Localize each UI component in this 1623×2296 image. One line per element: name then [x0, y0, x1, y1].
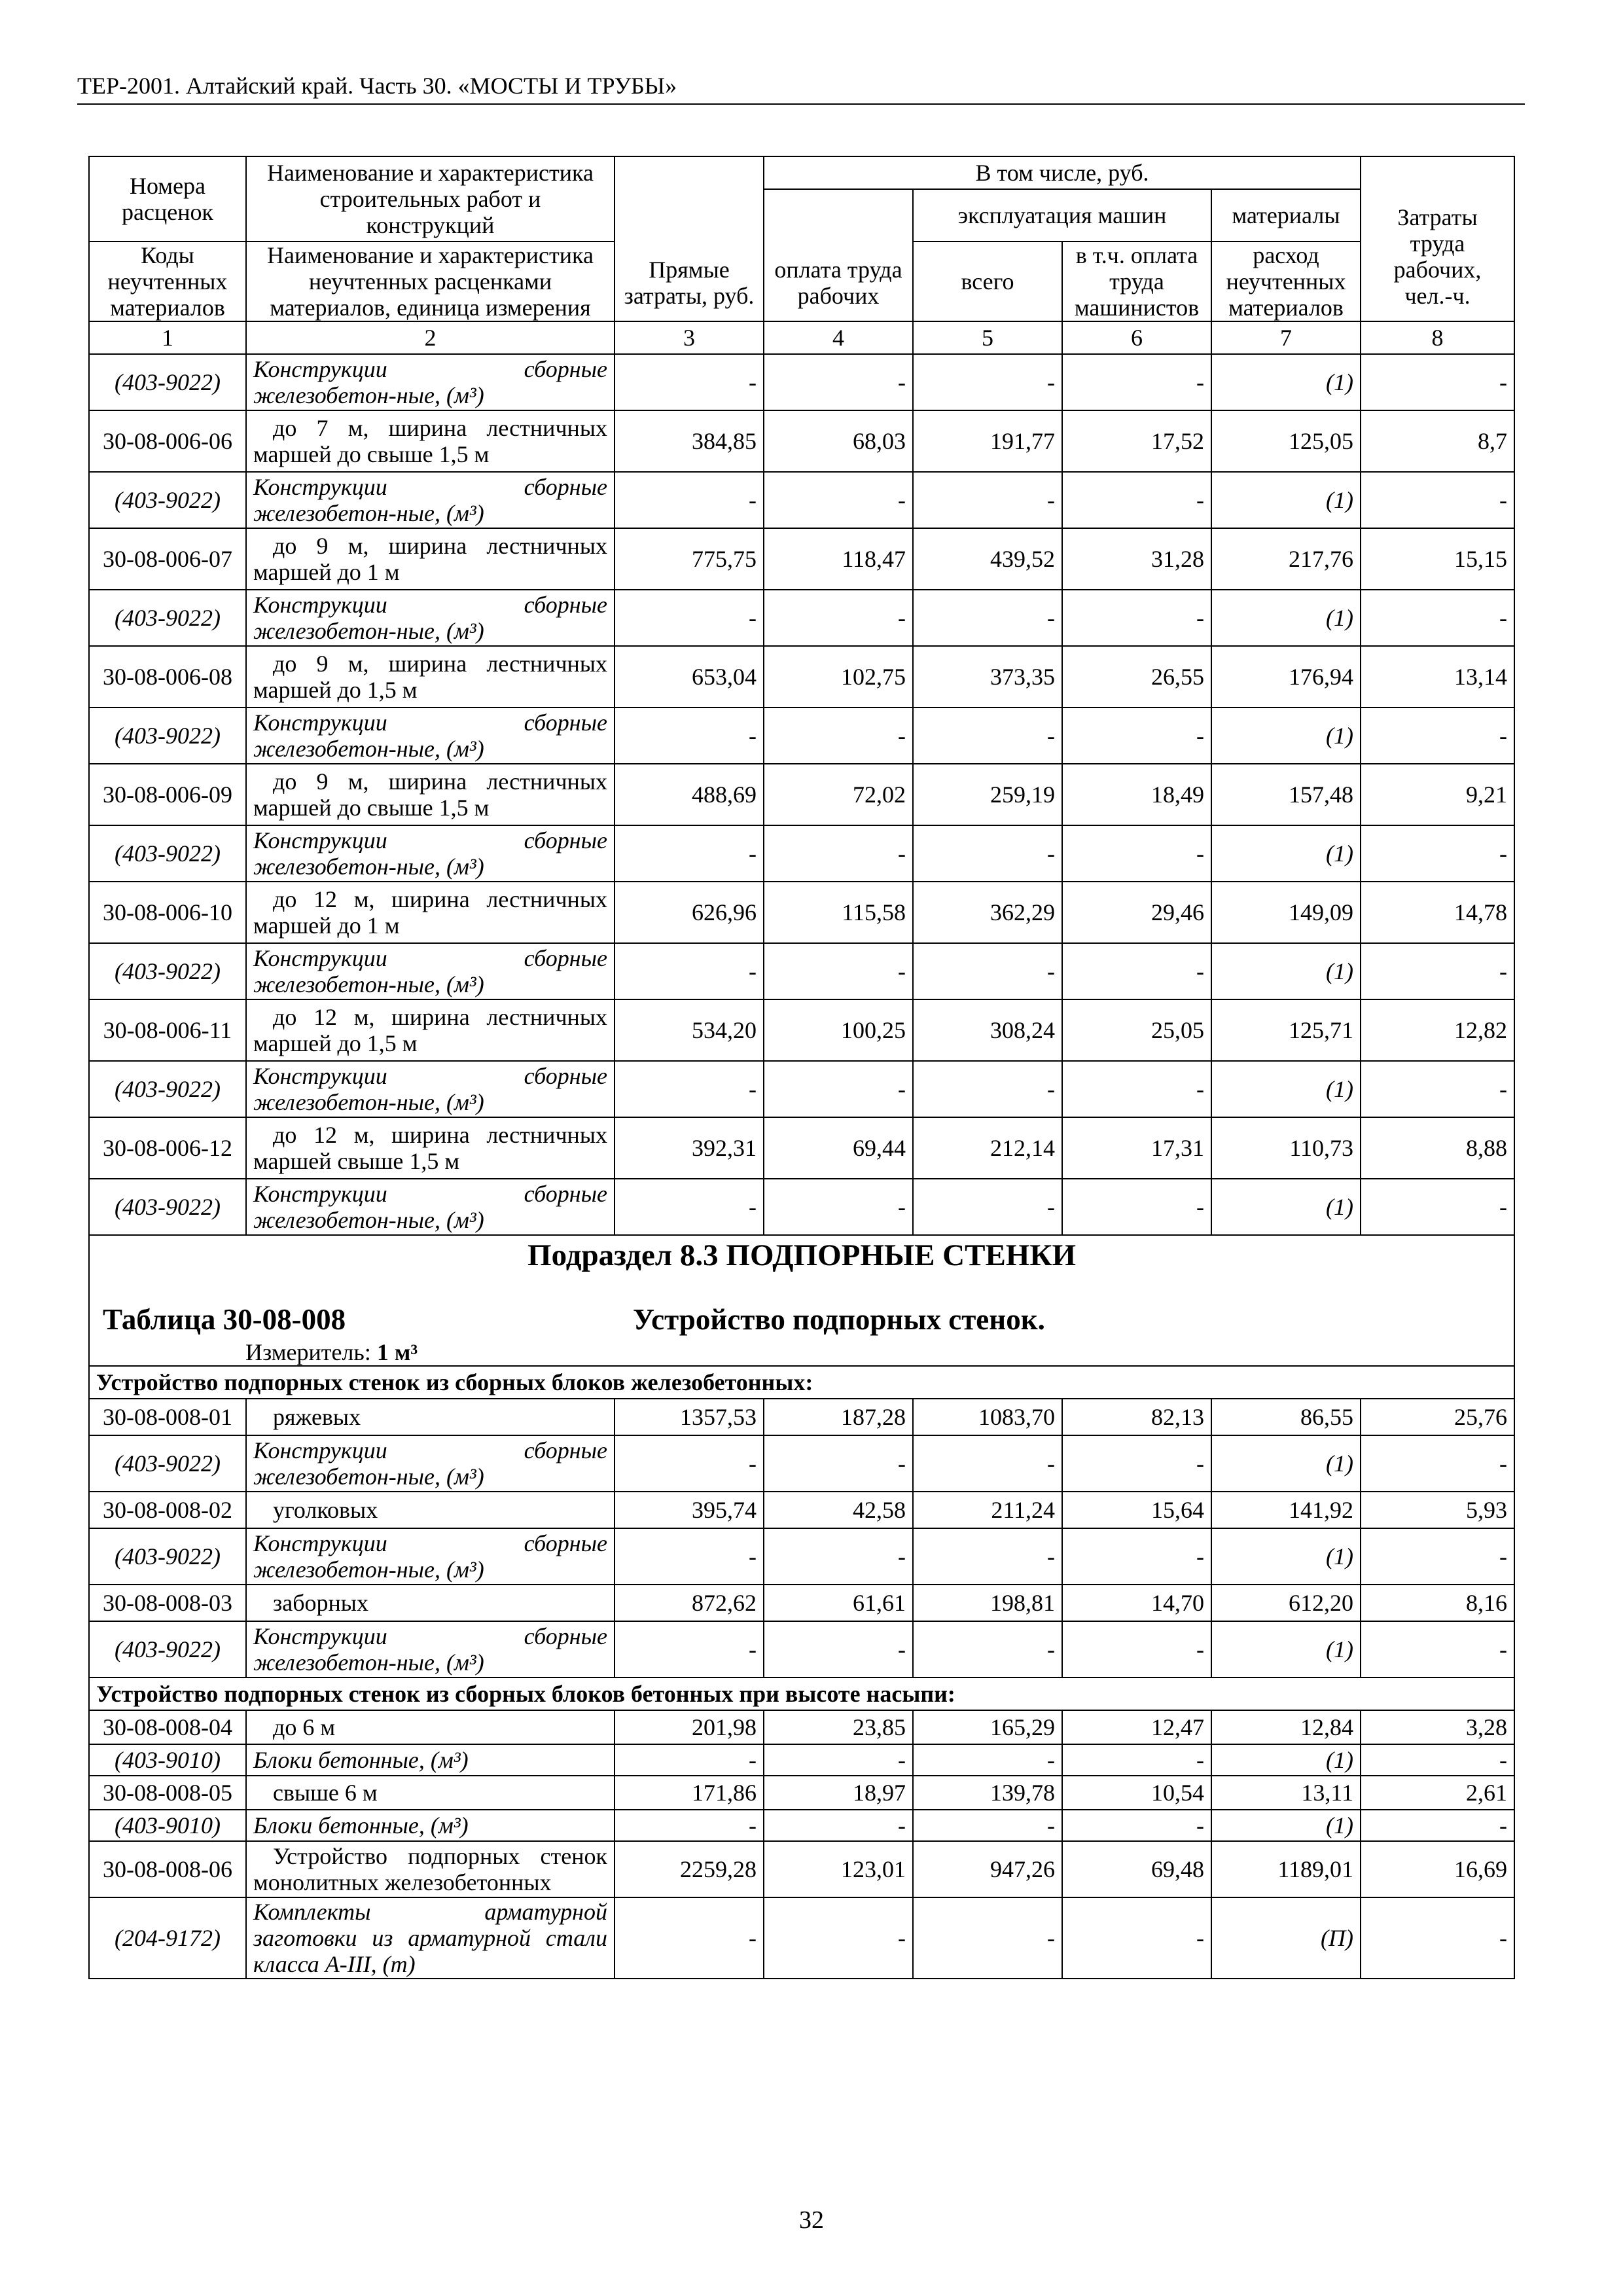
material-value: - — [1062, 1061, 1211, 1117]
material-row — [89, 1179, 1514, 1235]
rate-row — [89, 646, 1514, 708]
material-value: - — [913, 1179, 1062, 1235]
col-header-unaccounted-materials: расход неучтенных материалов — [1211, 242, 1361, 321]
col-header-materials: материалы — [1211, 189, 1361, 242]
rates-table — [88, 156, 1515, 1979]
material-code: (403-9022) — [89, 708, 246, 764]
material-value: (1) — [1211, 825, 1361, 882]
rate-code: 30-08-006-08 — [89, 646, 246, 708]
col-number: 1 — [89, 321, 246, 354]
rate-code: 30-08-008-06 — [89, 1841, 246, 1897]
material-value: - — [764, 1621, 913, 1677]
rate-row — [89, 410, 1514, 472]
rate-value: 947,26 — [913, 1841, 1062, 1897]
rate-value: 12,82 — [1361, 999, 1514, 1061]
material-value: - — [1062, 1744, 1211, 1776]
col-header-machines: эксплуатация машин — [913, 189, 1211, 242]
material-value: - — [1062, 825, 1211, 882]
material-name: Конструкции сборные железобетон-ные, (м³) — [246, 825, 615, 882]
rate-value: 9,21 — [1361, 764, 1514, 825]
material-value: - — [1062, 1897, 1211, 1979]
group-title: Устройство подпорных стенок из сборных блоков бетонных при высоте насыпи: — [89, 1677, 1514, 1710]
rate-row — [89, 764, 1514, 825]
work-name — [246, 1841, 615, 1897]
material-row — [89, 590, 1514, 646]
section-title: Подраздел 8.3 ПОДПОРНЫЕ СТЕНКИ — [527, 1238, 1077, 1272]
material-value: - — [1361, 1179, 1514, 1235]
material-row — [89, 1061, 1514, 1117]
work-name — [246, 1399, 615, 1435]
material-code: (403-9022) — [89, 825, 246, 882]
material-value: - — [913, 472, 1062, 528]
material-value: (1) — [1211, 354, 1361, 410]
rate-code: 30-08-008-02 — [89, 1492, 246, 1528]
material-name: Конструкции сборные железобетон-ные, (м³) — [246, 1528, 615, 1585]
rate-value: 86,55 — [1211, 1399, 1361, 1435]
material-row — [89, 1435, 1514, 1492]
material-code: (403-9022) — [89, 590, 246, 646]
material-value: - — [1062, 708, 1211, 764]
work-name-text: до 7 м, ширина лестничных маршей до свыше 1,5 м — [253, 415, 607, 467]
material-name: Конструкции сборные железобетон-ные, (м³) — [246, 1061, 615, 1117]
material-value: - — [764, 590, 913, 646]
rate-value: 171,86 — [615, 1776, 764, 1810]
material-value: (1) — [1211, 590, 1361, 646]
material-row — [89, 1528, 1514, 1585]
material-value: - — [1062, 590, 1211, 646]
rate-value: 110,73 — [1211, 1117, 1361, 1179]
rate-value: 308,24 — [913, 999, 1062, 1061]
rate-value: 8,88 — [1361, 1117, 1514, 1179]
material-value: (1) — [1211, 943, 1361, 999]
rate-value: 12,84 — [1211, 1710, 1361, 1744]
material-code: (403-9022) — [89, 943, 246, 999]
rate-value: 125,05 — [1211, 410, 1361, 472]
material-code: (403-9022) — [89, 1179, 246, 1235]
col-header-material-names: Наименование и характеристика неучтенных расценками материалов, единица измерения — [246, 242, 615, 321]
material-value: - — [1361, 1621, 1514, 1677]
material-value: - — [615, 590, 764, 646]
material-value: - — [1361, 1435, 1514, 1492]
material-value: - — [764, 825, 913, 882]
rate-value: 72,02 — [764, 764, 913, 825]
rate-value: 201,98 — [615, 1710, 764, 1744]
rate-code: 30-08-006-11 — [89, 999, 246, 1061]
material-value: (1) — [1211, 1810, 1361, 1841]
rate-row — [89, 1117, 1514, 1179]
section-header-row — [89, 1235, 1514, 1366]
material-value: (1) — [1211, 1528, 1361, 1585]
material-row — [89, 1621, 1514, 1677]
rate-value: 212,14 — [913, 1117, 1062, 1179]
rate-value: 259,19 — [913, 764, 1062, 825]
material-value: - — [1062, 1810, 1211, 1841]
rate-value: 13,14 — [1361, 646, 1514, 708]
work-name-text: заборных — [273, 1590, 368, 1616]
rate-code: 30-08-006-07 — [89, 528, 246, 590]
work-name — [246, 646, 615, 708]
material-row — [89, 1744, 1514, 1776]
material-value: - — [615, 472, 764, 528]
material-value: - — [913, 354, 1062, 410]
rate-value: 2,61 — [1361, 1776, 1514, 1810]
group-row — [89, 1366, 1514, 1399]
rate-value: 100,25 — [764, 999, 913, 1061]
material-value: - — [615, 943, 764, 999]
material-value: - — [764, 708, 913, 764]
material-value: - — [615, 708, 764, 764]
rate-value: 149,09 — [1211, 882, 1361, 943]
rate-value: 29,46 — [1062, 882, 1211, 943]
material-value: (1) — [1211, 472, 1361, 528]
rate-value: 3,28 — [1361, 1710, 1514, 1744]
material-value: - — [1361, 1528, 1514, 1585]
material-row — [89, 708, 1514, 764]
material-row — [89, 943, 1514, 999]
work-name-text: ряжевых — [273, 1404, 361, 1430]
material-name: Конструкции сборные железобетон-ные, (м³) — [246, 472, 615, 528]
work-name-text: до 9 м, ширина лестничных маршей до 1 м — [253, 533, 607, 585]
rate-code: 30-08-008-04 — [89, 1710, 246, 1744]
rate-value: 17,52 — [1062, 410, 1211, 472]
material-value: - — [1361, 1897, 1514, 1979]
rate-value: 362,29 — [913, 882, 1062, 943]
rate-value: 14,70 — [1062, 1585, 1211, 1621]
page-number: 32 — [799, 2206, 824, 2234]
rate-value: 5,93 — [1361, 1492, 1514, 1528]
rate-value: 25,05 — [1062, 999, 1211, 1061]
rate-value: 141,92 — [1211, 1492, 1361, 1528]
rate-value: 13,11 — [1211, 1776, 1361, 1810]
material-value: - — [764, 1179, 913, 1235]
material-row — [89, 1897, 1514, 1979]
material-row — [89, 472, 1514, 528]
material-code: (403-9022) — [89, 472, 246, 528]
material-value: - — [1361, 943, 1514, 999]
material-value: - — [1062, 1179, 1211, 1235]
material-value: (1) — [1211, 1621, 1361, 1677]
rate-row — [89, 999, 1514, 1061]
rate-value: 775,75 — [615, 528, 764, 590]
rate-row — [89, 882, 1514, 943]
material-value: - — [913, 1621, 1062, 1677]
material-value: - — [913, 1061, 1062, 1117]
material-value: (1) — [1211, 1061, 1361, 1117]
material-code: (403-9022) — [89, 354, 246, 410]
rate-value: 8,7 — [1361, 410, 1514, 472]
material-value: - — [1062, 943, 1211, 999]
col-number: 5 — [913, 321, 1062, 354]
col-header-labor: Затраты труда рабочих, чел.-ч. — [1361, 156, 1514, 321]
material-code: (403-9022) — [89, 1528, 246, 1585]
col-header-direct: Прямые затраты, руб. — [615, 156, 764, 321]
material-name: Конструкции сборные железобетон-ные, (м³) — [246, 943, 615, 999]
work-name-text: до 9 м, ширина лестничных маршей до свыше 1,5 м — [253, 768, 607, 821]
material-value: - — [1062, 1621, 1211, 1677]
rate-value: 384,85 — [615, 410, 764, 472]
rate-value: 118,47 — [764, 528, 913, 590]
rate-code: 30-08-008-03 — [89, 1585, 246, 1621]
col-header-codes: Номера расценок — [89, 156, 246, 242]
material-row — [89, 825, 1514, 882]
work-name — [246, 410, 615, 472]
rate-value: 165,29 — [913, 1710, 1062, 1744]
material-value: - — [1361, 590, 1514, 646]
material-value: - — [1062, 1528, 1211, 1585]
rate-value: 1083,70 — [913, 1399, 1062, 1435]
rate-code: 30-08-006-06 — [89, 410, 246, 472]
col-header-machinist-wages: в т.ч. оплата труда машинистов — [1062, 242, 1211, 321]
material-value: - — [615, 1061, 764, 1117]
col-number: 2 — [246, 321, 615, 354]
rate-value: 392,31 — [615, 1117, 764, 1179]
material-value: - — [913, 825, 1062, 882]
rate-row — [89, 1841, 1514, 1897]
rate-value: 139,78 — [913, 1776, 1062, 1810]
rate-row — [89, 1710, 1514, 1744]
col-number: 6 — [1062, 321, 1211, 354]
col-header-wages: оплата труда рабочих — [764, 189, 913, 321]
col-header-including: В том числе, руб. — [764, 156, 1361, 189]
material-value: - — [615, 1744, 764, 1776]
material-value: - — [1062, 472, 1211, 528]
material-value: - — [764, 354, 913, 410]
rate-value: 69,44 — [764, 1117, 913, 1179]
group-row — [89, 1677, 1514, 1710]
work-name-text: уголковых — [273, 1497, 378, 1523]
work-name — [246, 764, 615, 825]
rate-value: 395,74 — [615, 1492, 764, 1528]
rate-value: 42,58 — [764, 1492, 913, 1528]
measure-label: Измеритель: — [245, 1339, 371, 1365]
col-header-names: Наименование и характеристика строительных работ и конструкций — [246, 156, 615, 242]
material-value: - — [913, 943, 1062, 999]
work-name — [246, 1710, 615, 1744]
rate-value: 25,76 — [1361, 1399, 1514, 1435]
material-value: - — [1361, 708, 1514, 764]
rate-value: 8,16 — [1361, 1585, 1514, 1621]
rate-value: 534,20 — [615, 999, 764, 1061]
rate-value: 872,62 — [615, 1585, 764, 1621]
material-value: - — [913, 1435, 1062, 1492]
material-value: - — [1062, 354, 1211, 410]
rate-value: 12,47 — [1062, 1710, 1211, 1744]
col-number: 7 — [1211, 321, 1361, 354]
material-code: (204-9172) — [89, 1897, 246, 1979]
work-name-text: до 6 м — [273, 1714, 336, 1740]
rate-value: 1357,53 — [615, 1399, 764, 1435]
material-row — [89, 1810, 1514, 1841]
measure-value: 1 м³ — [376, 1339, 418, 1365]
material-value: (1) — [1211, 1179, 1361, 1235]
work-name-text: до 12 м, ширина лестничных маршей свыше 1,5 м — [253, 1122, 607, 1174]
rate-value: 191,77 — [913, 410, 1062, 472]
material-name: Конструкции сборные железобетон-ные, (м³) — [246, 1179, 615, 1235]
material-value: - — [615, 1897, 764, 1979]
material-row — [89, 354, 1514, 410]
rate-value: 10,54 — [1062, 1776, 1211, 1810]
material-code: (403-9022) — [89, 1435, 246, 1492]
col-number: 4 — [764, 321, 913, 354]
material-code: (403-9010) — [89, 1744, 246, 1776]
col-number: 3 — [615, 321, 764, 354]
rate-value: 61,61 — [764, 1585, 913, 1621]
rate-value: 211,24 — [913, 1492, 1062, 1528]
rate-value: 653,04 — [615, 646, 764, 708]
material-value: - — [764, 1435, 913, 1492]
material-value: (1) — [1211, 708, 1361, 764]
work-name — [246, 1776, 615, 1810]
material-value: - — [615, 1179, 764, 1235]
material-value: - — [1062, 1435, 1211, 1492]
rate-value: 439,52 — [913, 528, 1062, 590]
rate-value: 102,75 — [764, 646, 913, 708]
material-name: Конструкции сборные железобетон-ные, (м³) — [246, 590, 615, 646]
material-value: - — [764, 943, 913, 999]
rate-value: 18,97 — [764, 1776, 913, 1810]
col-number: 8 — [1361, 321, 1514, 354]
rate-value: 157,48 — [1211, 764, 1361, 825]
material-value: (1) — [1211, 1744, 1361, 1776]
rate-value: 217,76 — [1211, 528, 1361, 590]
section-cell — [89, 1235, 1514, 1366]
rate-value: 16,69 — [1361, 1841, 1514, 1897]
work-name-text: до 9 м, ширина лестничных маршей до 1,5 м — [253, 651, 607, 703]
work-name — [246, 882, 615, 943]
rate-value: 17,31 — [1062, 1117, 1211, 1179]
material-code: (403-9022) — [89, 1061, 246, 1117]
rate-value: 15,15 — [1361, 528, 1514, 590]
material-code: (403-9022) — [89, 1621, 246, 1677]
material-value: - — [764, 1897, 913, 1979]
work-name — [246, 528, 615, 590]
rate-value: 1189,01 — [1211, 1841, 1361, 1897]
material-value: - — [1361, 825, 1514, 882]
rate-value: 23,85 — [764, 1710, 913, 1744]
work-name-text: свыше 6 м — [273, 1780, 378, 1806]
material-value: - — [615, 1435, 764, 1492]
work-name-text: до 12 м, ширина лестничных маршей до 1 м — [253, 886, 607, 939]
material-value: - — [913, 1810, 1062, 1841]
material-value: - — [913, 590, 1062, 646]
col-header-machines-total: всего — [913, 242, 1062, 321]
rate-row — [89, 1585, 1514, 1621]
rate-value: 198,81 — [913, 1585, 1062, 1621]
rate-row — [89, 1776, 1514, 1810]
rate-code: 30-08-006-09 — [89, 764, 246, 825]
rate-code: 30-08-008-05 — [89, 1776, 246, 1810]
material-value: - — [1361, 1061, 1514, 1117]
rate-value: 176,94 — [1211, 646, 1361, 708]
material-name: Конструкции сборные железобетон-ные, (м³) — [246, 1621, 615, 1677]
material-name: Конструкции сборные железобетон-ные, (м³) — [246, 354, 615, 410]
material-value: - — [764, 1810, 913, 1841]
material-name: Блоки бетонные, (м³) — [246, 1744, 615, 1776]
material-value: - — [764, 472, 913, 528]
material-value: - — [1361, 1810, 1514, 1841]
material-value: - — [764, 1744, 913, 1776]
rate-value: 18,49 — [1062, 764, 1211, 825]
table-title: Устройство подпорных стенок. — [633, 1303, 1045, 1336]
rate-row — [89, 1399, 1514, 1435]
material-value: (П) — [1211, 1897, 1361, 1979]
rate-value: 488,69 — [615, 764, 764, 825]
work-name — [246, 1492, 615, 1528]
material-value: - — [764, 1528, 913, 1585]
rate-value: 2259,28 — [615, 1841, 764, 1897]
group-title: Устройство подпорных стенок из сборных блоков железобетонных: — [89, 1366, 1514, 1399]
material-name: Конструкции сборные железобетон-ные, (м³) — [246, 1435, 615, 1492]
rate-value: 26,55 — [1062, 646, 1211, 708]
rate-row — [89, 528, 1514, 590]
rate-value: 373,35 — [913, 646, 1062, 708]
rate-code: 30-08-008-01 — [89, 1399, 246, 1435]
material-value: - — [615, 1621, 764, 1677]
work-name-text: Устройство подпорных стенок монолитных железобетонных — [253, 1843, 607, 1895]
material-value: - — [1361, 472, 1514, 528]
rate-row — [89, 1492, 1514, 1528]
rate-value: 612,20 — [1211, 1585, 1361, 1621]
material-value: - — [1361, 354, 1514, 410]
rate-value: 31,28 — [1062, 528, 1211, 590]
rate-value: 123,01 — [764, 1841, 913, 1897]
material-value: (1) — [1211, 1435, 1361, 1492]
table-number: Таблица 30-08-008 — [103, 1303, 346, 1336]
rate-code: 30-08-006-10 — [89, 882, 246, 943]
rate-value: 15,64 — [1062, 1492, 1211, 1528]
work-name — [246, 999, 615, 1061]
material-code: (403-9010) — [89, 1810, 246, 1841]
rate-value: 69,48 — [1062, 1841, 1211, 1897]
rate-value: 626,96 — [615, 882, 764, 943]
material-value: - — [764, 1061, 913, 1117]
material-value: - — [913, 708, 1062, 764]
running-header: ТЕР-2001. Алтайский край. Часть 30. «МОСТЫ И ТРУБЫ» — [77, 72, 1525, 105]
material-value: - — [615, 354, 764, 410]
rate-value: 187,28 — [764, 1399, 913, 1435]
material-value: - — [615, 825, 764, 882]
rate-code: 30-08-006-12 — [89, 1117, 246, 1179]
rate-value: 68,03 — [764, 410, 913, 472]
material-name: Конструкции сборные железобетон-ные, (м³) — [246, 708, 615, 764]
rate-value: 14,78 — [1361, 882, 1514, 943]
rate-value: 125,71 — [1211, 999, 1361, 1061]
table-caption — [96, 1303, 1507, 1336]
material-value: - — [913, 1528, 1062, 1585]
work-name — [246, 1117, 615, 1179]
col-header-material-codes: Коды неучтенных материалов — [89, 242, 246, 321]
work-name-text: до 12 м, ширина лестничных маршей до 1,5 м — [253, 1004, 607, 1056]
work-name — [246, 1585, 615, 1621]
material-value: - — [615, 1810, 764, 1841]
material-value: - — [913, 1744, 1062, 1776]
measure-unit — [96, 1339, 1507, 1365]
rate-value: 82,13 — [1062, 1399, 1211, 1435]
material-value: - — [1361, 1744, 1514, 1776]
material-value: - — [615, 1528, 764, 1585]
material-name: Комплекты арматурной заготовки из арматурной стали класса А-III, (т) — [246, 1897, 615, 1979]
material-name: Блоки бетонные, (м³) — [246, 1810, 615, 1841]
material-value: - — [913, 1897, 1062, 1979]
rate-value: 115,58 — [764, 882, 913, 943]
